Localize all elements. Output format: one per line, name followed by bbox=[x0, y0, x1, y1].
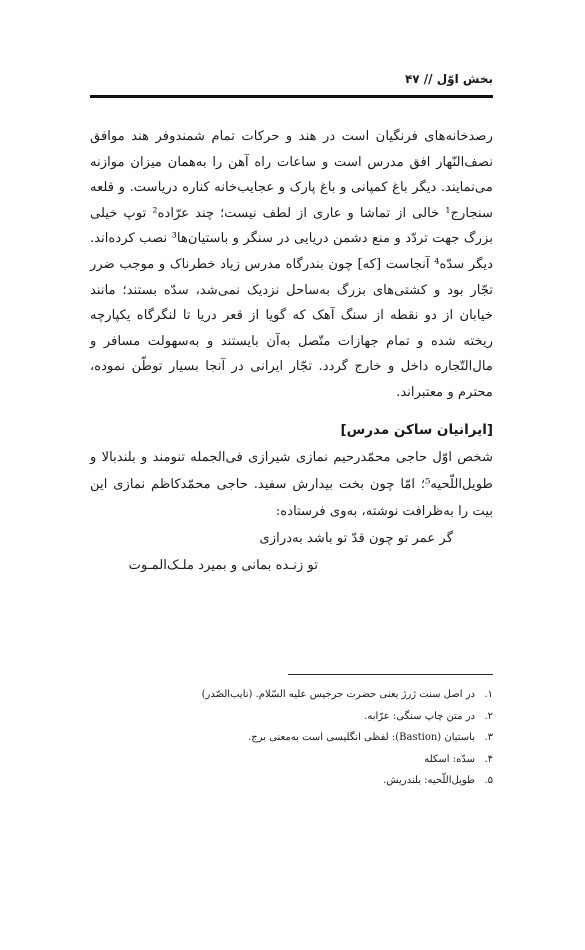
section-heading: [ایرانیان ساکن مدرس] bbox=[340, 421, 493, 438]
footnote-text: باستیان (Bastion): لفظی انگلیسی است به‌معنی برج. bbox=[248, 732, 475, 743]
running-header: بخش اوّل // ۴۷ bbox=[404, 72, 493, 86]
footnote-text: در متن چاپ سنگی: عرّابه. bbox=[364, 710, 475, 722]
footnote-rule bbox=[288, 674, 493, 675]
footnote-text: سدّه: اسکله bbox=[424, 753, 475, 765]
footnote-item bbox=[90, 727, 493, 749]
footnote-number: ۵. bbox=[484, 775, 493, 786]
paragraph-iranians: شخص اوّل حاجی محمّدرحیم نمازی شیرازی فی‌الجمله تنومند و بلندبالا و طویل‌اللّحیه⁵؛ امّا چون بخت بیدارش سفید. حاجی محمّدکاظم نمازی این بیت را به‌ظرافت نوشته، به‌وی فرستاده: bbox=[90, 449, 493, 519]
main-text bbox=[90, 124, 493, 579]
verse-line-2: تو زنـده بمانی و بمیرد ملـک‌المـوت bbox=[128, 557, 318, 573]
footnote-item bbox=[90, 684, 493, 706]
footnotes-list bbox=[90, 684, 493, 792]
header-rule bbox=[90, 95, 493, 98]
paragraph-madras-description: رصدخانه‌های فرنگیان است در هند و حرکات تمام شمندوفر هند موافق نصف‌النّهار افق مدرس است و ساعات راه آهن را به‌همان میزان موازنه می‌نمایند. دیگر باغ کمپانی و باغ پارک و عجایب‌خانه کناره دریاست. و قلعه سنجارج¹ خالی از تماشا و عاری از لطف نیست؛ چند عرّاده² توپ خیلی بزرگ جهت تردّد و منع دشمن دریایی در سنگر و باستیان‌ها³ نصب کرده‌اند. دیگر سدّه⁴ آنجاست [که] چون بندرگاه مدرس زیاد خطرناک و موجب ضرر تجّار بود و کشتی‌های بزرگ به‌ساحل نزدیک نمی‌شد، سدّه بستند؛ مانند خیابان از دو نقطه از سنگ آهک که گویا از قعر دریا تا لنگرگاه یکپارچه ریخته شده و تمام جهازات متّصل به‌آن بایستند و به‌سهولت مسافر و مال‌التّجاره داخل و خارج گردد. تجّار ایرانی در آنجا بسیار توطّن نموده، محترم و معتبراند. bbox=[90, 129, 493, 400]
footnote-text: در اصل سنت ژرژ یعنی حضرت جرجیس علیه السّلام. (نایب‌الصّدر) bbox=[201, 689, 475, 700]
footnote-item bbox=[90, 706, 493, 728]
footnote-item bbox=[90, 749, 493, 771]
verse-line-1: گر عمر تو چون قدّ تو باشد به‌درازی bbox=[259, 530, 453, 546]
footnote-item bbox=[90, 770, 493, 792]
footnote-number: ۲. bbox=[484, 710, 493, 722]
footnote-number: ۱. bbox=[484, 689, 493, 700]
footnote-text: طویل‌اللّحیه: بلندریش. bbox=[383, 775, 475, 786]
footnote-number: ۴. bbox=[484, 753, 493, 765]
footnote-number: ۳. bbox=[484, 732, 493, 743]
